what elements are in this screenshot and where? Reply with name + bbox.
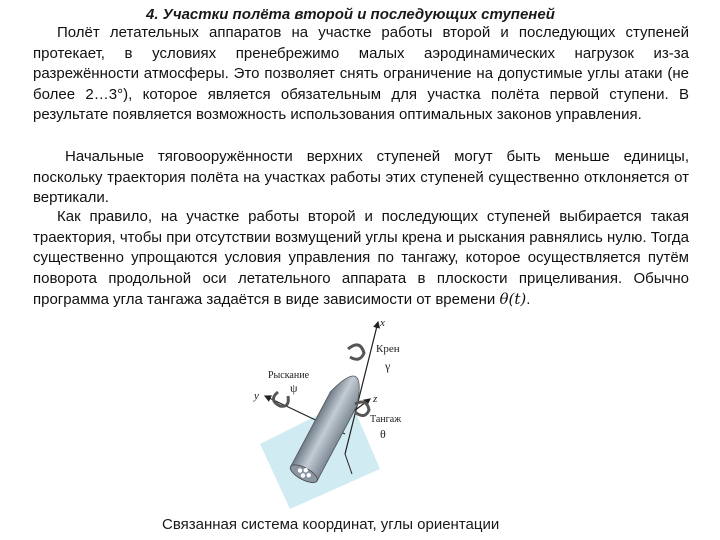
roll-label: Крен [376, 343, 400, 355]
figure-caption: Связанная система координат, углы ориентации [162, 516, 500, 533]
yaw-label: Рыскание [268, 370, 310, 381]
x-axis-label: x [380, 317, 385, 329]
y-axis-label: y [254, 390, 259, 402]
yaw-symbol: ψ [290, 381, 298, 395]
paragraph-3-text: Как правило, на участке работы второй и последующих ступеней выбирается такая траектория, чтобы при отсутствии возмущений углы крена и рыскания равнялись нулю. Тогда существенно упрощаются условия управления по тангажу, которое осуществляется путём поворота продольной оси летательного аппарата в плоскости прицеливания. Обычно программа угла тангажа задаётся в виде зависимости от времени [33, 208, 689, 309]
rocket-diagram [230, 304, 460, 519]
coordinate-system-figure [230, 304, 460, 519]
paragraph-2: Начальные тяговооружённости верхних ступеней могут быть меньше единицы, поскольку траектория полёта на участках работы этих ступеней существенно отклоняется от вертикали. [33, 148, 689, 207]
roll-arrow [348, 345, 364, 359]
formula-suffix: . [526, 291, 531, 309]
theta-formula: θ(t) [499, 290, 527, 309]
pitch-symbol: θ [380, 427, 386, 441]
paragraph-3 [33, 207, 689, 311]
section-title: 4. Участки полёта второй и последующих ступеней [146, 6, 555, 23]
pitch-label: Тангаж [370, 414, 402, 425]
paragraph-1: Полёт летательных аппаратов на участке работы второй и последующих ступеней протекает, в условиях пренебрежимо малых аэродинамических нагрузок из-за разрежённости атмосферы. Это позволяет снять ограничение на допустимые углы атаки (не более 2…3°), которое является обязательным для участка полёта первой ступени. В результате появляется возможность использования оптимальных законов управления. [33, 24, 689, 124]
roll-symbol: γ [385, 359, 391, 373]
z-axis-label: z [373, 393, 378, 405]
